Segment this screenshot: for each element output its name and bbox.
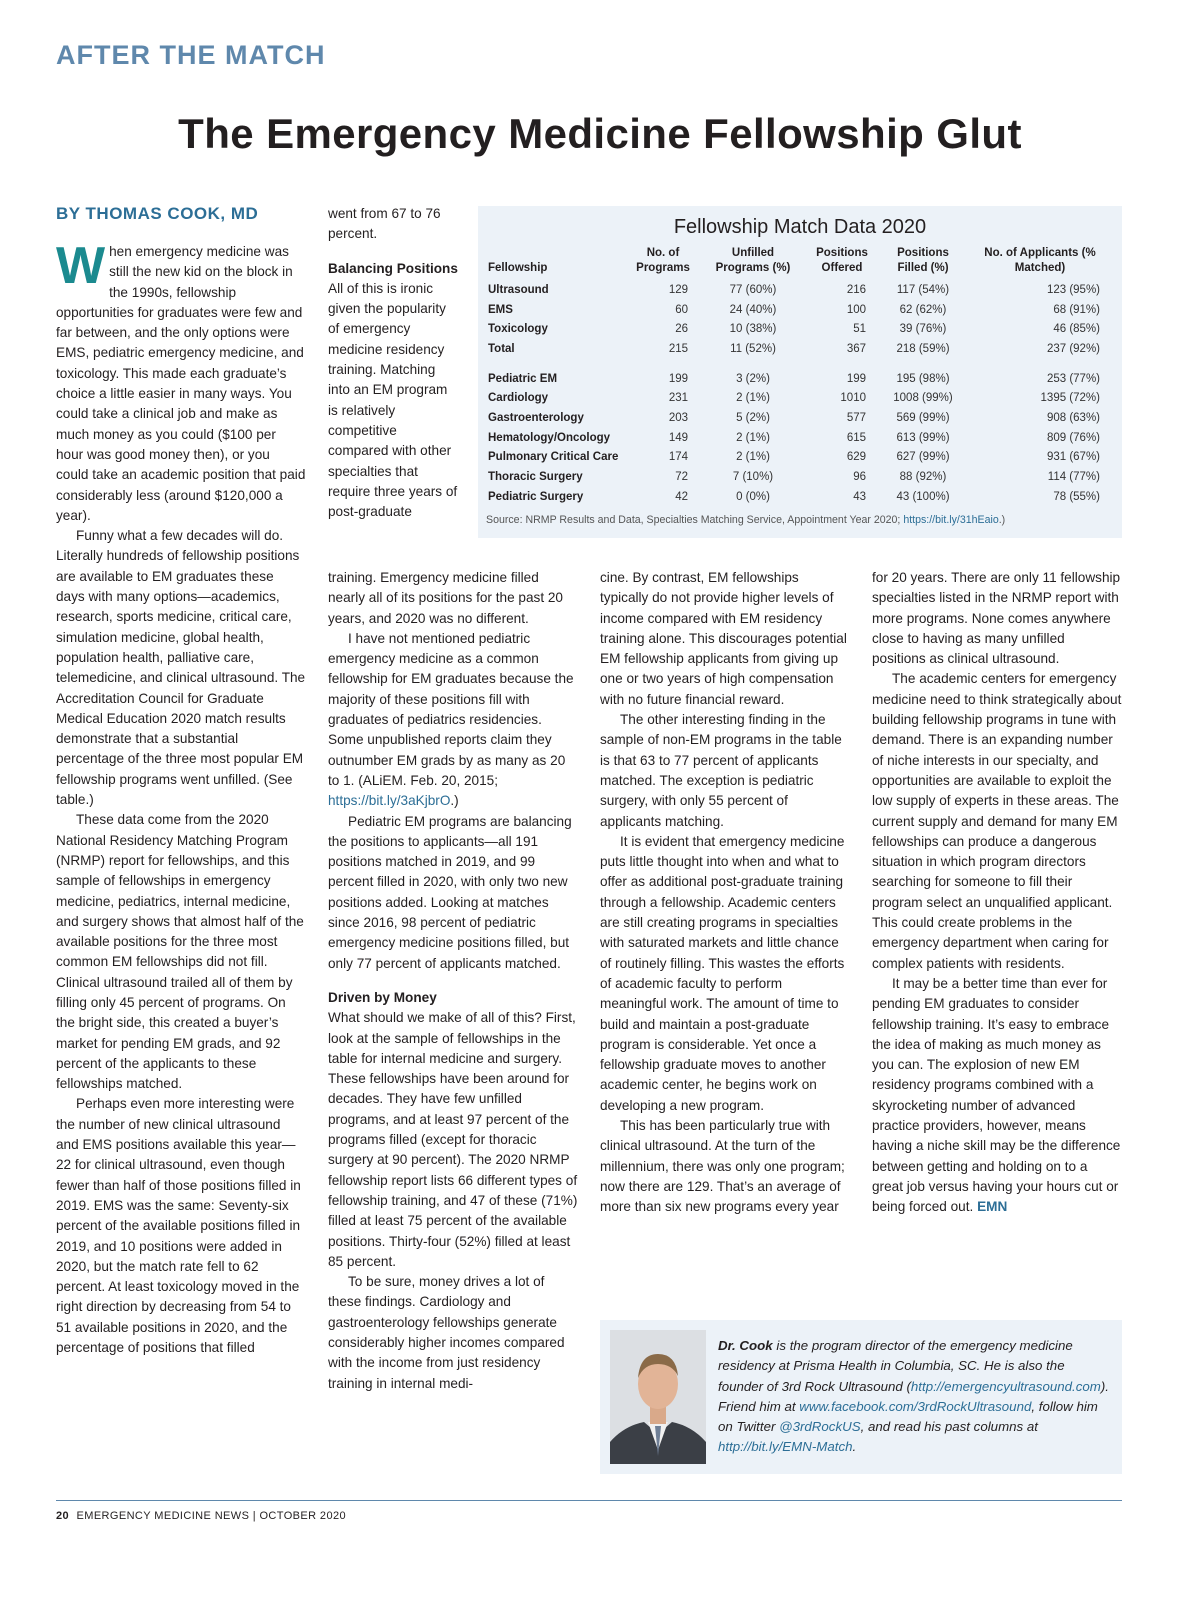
table-row <box>484 448 1114 468</box>
page-footer <box>56 1510 346 1522</box>
table-cell: 68 (91%) <box>1053 303 1100 316</box>
paragraph: Pediatric EM programs are balancing the positions to applicants—all 191 positions matched in 2019, and 99 percent filled in 2020, with only two new positions added. Looking at matches since 2016, 98 percent of pediatric emergency medicine positions filled, but only 77 percent of applicants matched. <box>328 813 572 971</box>
paragraph: training. Emergency medicine filled nearly all of its positions for the past 20 years, and 2020 was no different. <box>328 570 563 626</box>
table-cell: 627 (99%) <box>896 451 950 464</box>
table-row <box>484 428 1114 448</box>
table-cell: 215 <box>668 342 688 355</box>
table-row <box>484 300 1114 320</box>
table-cell: 931 (67%) <box>1046 451 1100 464</box>
author-photo <box>610 1330 706 1464</box>
paragraph: It is evident that emergency medicine puts little thought into when and what to offer as additional post-graduate training through a fellowship. Academic centers are still creating programs in specialties with saturated markets and little chance of routinely filling. This wastes the efforts of academic faculty to perform meaningful work. The amount of time to build and maintain a post-graduate program is considerable. Yet once a fellowship graduate moves to another academic center, he begins work on developing a new program. <box>600 833 845 1113</box>
table-body <box>484 280 1114 507</box>
table-cell: 78 (55%) <box>1053 490 1100 503</box>
table-cell: 1010 <box>840 392 866 405</box>
table-cell: 42 <box>675 490 688 503</box>
fellowship-name-cell: Toxicology <box>488 323 548 336</box>
column-header: Positions Filled (%) <box>897 247 949 274</box>
subhead: Driven by Money <box>328 989 437 1005</box>
column-header: Unfilled Programs (%) <box>715 247 791 274</box>
article-column-4 <box>872 568 1122 1218</box>
fellowship-name-cell: Hematology/Oncology <box>488 431 611 444</box>
table-cell: 195 (98%) <box>896 372 950 385</box>
website-link[interactable]: http://emergencyultrasound.com <box>910 1378 1101 1394</box>
fellowship-table-box <box>478 206 1122 538</box>
footer-rule <box>56 1500 1122 1501</box>
table-row <box>484 369 1114 389</box>
fellowship-name-cell: EMS <box>488 303 513 316</box>
table-row <box>484 280 1114 300</box>
paragraph: These data come from the 2020 National Residency Matching Program (NRMP) report for fellowships, and this sample of fellowships in emergency medicine, pediatrics, internal medicine, and surgery shows that almost half of the available positions for the three most common EM fellowships did not fill. Clinical ultrasound trailed all of them by filling only 45 percent of programs. On the bright side, this created a buyer’s market for pending EM grads, and 92 percent of the applicants to these fellowships matched. <box>56 812 304 1092</box>
table-cell: 24 (40%) <box>729 303 777 316</box>
paragraph: cine. By contrast, EM fellowships typically do not provide higher levels of income compared with EM residency training alone. This discourages potential EM fellowship applicants from giving up one or two years of high compensation with no future financial reward. <box>600 570 847 707</box>
twitter-link[interactable]: @3rdRockUS <box>779 1419 861 1435</box>
column-header: No. of Programs <box>636 247 690 274</box>
table-cell: 117 (54%) <box>896 283 950 296</box>
reference-link[interactable]: https://bit.ly/3aKjbrO <box>328 793 451 809</box>
table-cell: 10 (38%) <box>729 323 777 336</box>
author-portrait-icon <box>610 1330 706 1464</box>
table-cell: 809 (76%) <box>1046 431 1100 444</box>
table-cell: 100 <box>846 303 866 316</box>
table-cell: 199 <box>846 372 866 385</box>
table-cell: 237 (92%) <box>1046 342 1100 355</box>
table-cell: 231 <box>668 392 688 405</box>
page-number: 20 <box>56 1510 70 1522</box>
table-cell: 43 (100%) <box>896 490 950 503</box>
table-cell: 2 (1%) <box>736 392 770 405</box>
table-cell: 367 <box>846 342 866 355</box>
table-header-row <box>484 246 1114 280</box>
table-cell: 2 (1%) <box>736 451 770 464</box>
table-cell: 149 <box>668 431 688 444</box>
table-cell: 5 (2%) <box>736 411 770 424</box>
table-source: Source: NRMP Results and Data, Specialties Matching Service, Appointment Year 2020; https://bit.ly/31hEaio.) <box>486 514 1006 526</box>
column-header: Positions Offered <box>816 247 868 274</box>
table-cell: 88 (92%) <box>899 471 947 484</box>
table-cell: 0 (0%) <box>736 490 770 503</box>
table-cell: 203 <box>668 411 688 424</box>
table-cell: 123 (95%) <box>1046 283 1100 296</box>
byline: BY THOMAS COOK, MD <box>56 204 259 223</box>
paragraph: for 20 years. There are only 11 fellowship specialties listed in the NRMP report with more programs. None comes anywhere close to having as many unfilled positions as clinical ultrasound. <box>872 570 1121 667</box>
table-cell: 216 <box>846 283 866 296</box>
article-column-2-top <box>328 204 458 522</box>
fellowship-table <box>484 246 1114 507</box>
table-cell: 908 (63%) <box>1046 411 1100 424</box>
table-cell: 2 (1%) <box>736 431 770 444</box>
table-cell: 174 <box>668 451 688 464</box>
table-cell: 577 <box>846 411 866 424</box>
table-cell: 62 (62%) <box>899 303 947 316</box>
end-mark: EMN <box>977 1199 1008 1215</box>
table-row <box>484 339 1114 359</box>
table-cell: 26 <box>675 323 688 336</box>
subhead: Balancing Positions <box>328 260 458 276</box>
table-cell: 46 (85%) <box>1053 323 1100 336</box>
footer-text: EMERGENCY MEDICINE NEWS | OCTOBER 2020 <box>76 1510 346 1522</box>
fellowship-name-cell: Pediatric Surgery <box>488 490 584 503</box>
table-cell: 51 <box>853 323 866 336</box>
paragraph: The academic centers for emergency medicine need to think strategically about building fellowship programs in tune with demand. There is an expanding number of niche interests in our specialty, and opportunities are available to exploit the low supply of experts in these areas. The current supply and demand for many EM fellowships can produce a dangerous situation in which program directors searching for someone to fill their program select an unqualified applicant. This could create problems in the emergency department when caring for complex patients with residents. <box>872 671 1122 971</box>
paragraph: All of this is ironic given the popularity of emergency medicine residency training. Matching into an EM program is relatively competitive compared with other specialties that require three years of post-graduate <box>328 280 458 520</box>
table-cell: 3 (2%) <box>736 372 770 385</box>
table-cell: 199 <box>668 372 688 385</box>
fellowship-name-cell: Cardiology <box>488 392 549 405</box>
author-name: Dr. Cook <box>718 1338 773 1353</box>
paragraph: To be sure, money drives a lot of these findings. Cardiology and gastroenterology fellowships generate considerably higher incomes compared with the income from just residency training in internal medi- <box>328 1274 565 1391</box>
fellowship-name-cell: Total <box>488 342 515 355</box>
table-row <box>484 487 1114 507</box>
table-row <box>484 319 1114 339</box>
section-label: AFTER THE MATCH <box>56 40 326 70</box>
paragraph: What should we make of all of this? First, look at the sample of fellowships in the table for internal medicine and surgery. These fellowships have been around for decades. They have few unfilled programs, and at least 97 percent of the programs filled (except for thoracic surgery at 90 percent). The 2020 NRMP fellowship report lists 66 different types of fellowship training, and 47 of these (71%) filled at least 75 percent of the available positions. Thirty-four (52%) filled at least 85 percent. <box>328 1010 578 1269</box>
table-cell: 129 <box>668 283 688 296</box>
table-cell: 72 <box>675 471 688 484</box>
table-cell: 629 <box>846 451 866 464</box>
table-row <box>484 467 1114 487</box>
table-cell: 43 <box>853 490 866 503</box>
article-column-3 <box>600 568 850 1218</box>
table-cell: 77 (60%) <box>729 283 777 296</box>
author-bio: Dr. Cook is the program director of the emergency medicine residency at Prisma Health in Columbia, SC. He is also the founder of 3rd Rock Ultrasound (http://emergencyultrasound.com). Friend him at www.facebook.com/3rdRockUltrasound, follow him on Twitter @3rdRockUS, and read his past columns at http://bit.ly/EMN-Match. <box>718 1338 1109 1455</box>
paragraph: I have not mentioned pediatric emergency medicine as a common fellowship for EM graduates because the majority of these positions fill with graduates of pediatrics residencies. Some unpublished reports claim they outnumber EM grads by as many as 20 to 1. (ALiEM. Feb. 20, 2015; https://bit.ly/3aKjbrO.) <box>328 630 574 809</box>
table-cell: 569 (99%) <box>896 411 950 424</box>
table-row <box>484 408 1114 428</box>
column-header: No. of Applicants (% Matched) <box>984 247 1096 274</box>
table-title: Fellowship Match Data 2020 <box>673 216 927 238</box>
paragraph: Funny what a few decades will do. Literally hundreds of fellowship positions are available to EM graduates these days with many options—academics, research, sports medicine, critical care, simulation medicine, global health, population health, palliative care, telemedicine, and clinical ultrasound. The Accreditation Council for Graduate Medical Education 2020 match results demonstrate that a substantial percentage of the three most popular EM fellowship programs went unfilled. (See table.) <box>56 528 306 808</box>
paragraph: This has been particularly true with clinical ultrasound. At the turn of the millennium, there was only one program; now there are 129. That’s an average of more than six new programs every year <box>600 1118 845 1215</box>
author-bio-box <box>600 1320 1122 1474</box>
table-row <box>484 388 1114 408</box>
article-column-2 <box>328 568 578 1394</box>
paragraph: The other interesting finding in the sample of non-EM programs in the table is that 63 to 77 percent of applicants matched. The exception is pediatric surgery, with only 55 percent of applicants matching. <box>600 712 842 829</box>
paragraph: It may be a better time than ever for pending EM graduates to consider fellowship training. It’s easy to embrace the idea of making as much money as you can. The explosion of new EM residency programs combined with a skyrocketing number of advanced practice providers, however, means having a niche skill may be the difference between getting and holding on to a great job versus having your hours cut or being forced out. EMN <box>872 975 1121 1215</box>
table-cell: 39 (76%) <box>899 323 947 336</box>
fellowship-name-cell: Thoracic Surgery <box>488 471 583 484</box>
drop-cap: W <box>56 237 106 295</box>
paragraph: Perhaps even more interesting were the number of new clinical ultrasound and EMS positions available this year—22 for clinical ultrasound, even though fewer than half of those positions filled in 2019. EMS was the same: Seventy-six percent of the available positions filled in 2019, and 10 positions were added in 2020, but the match rate fell to 62 percent. At least toxicology moved in the right direction by decreasing from 54 to 51 available positions in 2020, and the percentage of positions that filled <box>56 1096 301 1356</box>
column-header: Fellowship <box>488 262 548 274</box>
fellowship-name-cell: Gastroenterology <box>488 411 584 424</box>
table-cell: 96 <box>853 471 866 484</box>
fellowship-name-cell: Pulmonary Critical Care <box>488 451 619 464</box>
table-cell: 114 (77%) <box>1047 471 1100 484</box>
fellowship-name-cell: Pediatric EM <box>488 372 558 385</box>
table-cell: 1395 (72%) <box>1040 392 1100 405</box>
columns-link[interactable]: http://bit.ly/EMN-Match <box>718 1439 853 1455</box>
table-group-spacer <box>484 359 1114 369</box>
table-cell: 7 (10%) <box>732 471 774 484</box>
paragraph: went from 67 to 76 percent. <box>328 206 441 242</box>
paragraph: When emergency medicine was still the new kid on the block in the 1990s, fellowship opportunities for graduates were few and far between, and the only options were EMS, pediatric emergency medicine, and toxicology. This made each graduate’s choice a little easier in many ways. You could take a clinical job and make as much money as you could ($100 per hour was good money then), or you could take an academic position that paid considerably less (around $120,000 a year). <box>56 237 306 523</box>
headline: The Emergency Medicine Fellowship Glut <box>178 110 1022 157</box>
table-cell: 11 (52%) <box>730 342 776 355</box>
table-cell: 615 <box>846 431 866 444</box>
table-cell: 1008 (99%) <box>893 392 953 405</box>
table-cell: 60 <box>675 303 688 316</box>
facebook-link[interactable]: www.facebook.com/3rdRockUltrasound <box>799 1398 1032 1414</box>
article-column-1 <box>56 237 306 1358</box>
table-cell: 218 (59%) <box>896 342 950 355</box>
source-link[interactable]: https://bit.ly/31hEaio <box>903 514 999 526</box>
fellowship-name-cell: Ultrasound <box>488 283 549 296</box>
table-cell: 253 (77%) <box>1046 372 1100 385</box>
table-cell: 613 (99%) <box>896 431 950 444</box>
